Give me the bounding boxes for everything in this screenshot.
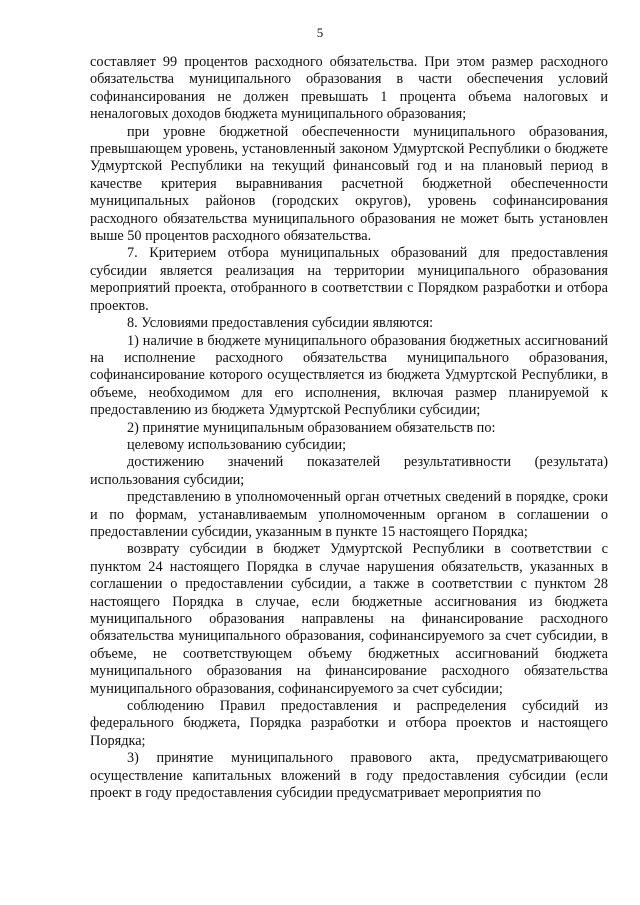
- paragraph-item-7: 7. Критерием отбора муниципальных образований для предоставления субсидии является реализация на территории муниципального образования мероприятий проекта, отобранного в соответствии с Порядком разработки и отбора проектов.: [90, 245, 608, 314]
- paragraph-continuation: составляет 99 процентов расходного обязательства. При этом размер расходного обязательства муниципального образования в части обеспечения условий софинансирования не должен превышать 1 процента объема налоговых и неналоговых доходов бюджета муниципального образования;: [90, 54, 608, 123]
- paragraph-compliance: соблюдению Правил предоставления и распределения субсидий из федерального бюджета, Порядка разработки и отбора проектов и настоящего Порядка;: [90, 698, 608, 749]
- paragraph-refund: возврату субсидии в бюджет Удмуртской Республики в соответствии с пунктом 24 настоящего Порядка в случае нарушения обязательств, указанных в соглашении о предоставлении субсидии, а также в соответствии с пунктом 28 настоящего Порядка в случае, если бюджетные ассигнования из бюджета муниципального образования направлены на финансирование расходного обязательства муниципального образования, софинансируемого за счет субсидии, в объеме, не соответствующем объему бюджетных ассигнований бюджета муниципального образования на финансирование расходного обязательства муниципального образования, софинансируемого за счет субсидии;: [90, 541, 608, 697]
- paragraph-condition-1: 1) наличие в бюджете муниципального образования бюджетных ассигнований на исполнение расходного обязательства муниципального образования, софинансирование которого осуществляется из бюджета Удмуртской Республики, в объеме, необходимом для его исполнения, включая размер планируемой к предоставлению из бюджета Удмуртской Республики субсидии;: [90, 332, 608, 419]
- paragraph-item-8: 8. Условиями предоставления субсидии являются:: [127, 315, 434, 332]
- paragraph-budget-level: при уровне бюджетной обеспеченности муниципального образования, превышающем уровень, установленный законом Удмуртской Республики о бюджете Удмуртской Республики на текущий финансовый год и на плановый период в качестве критерия выравнивания расчетной бюджетной обеспеченности муниципальных районов (городских округов), уровень софинансирования расходного обязательства муниципального образования не может быть установлен выше 50 процентов расходного обязательства.: [90, 123, 608, 245]
- paragraph-condition-3: 3) принятие муниципального правового акта, предусматривающего осуществление капитальных вложений в году предоставления субсидии (если проект в году предоставления субсидии предусматривает мероприятия по: [90, 750, 608, 802]
- paragraph-indicators: достижению значений показателей результативности (результата) использования субсидии;: [90, 454, 608, 488]
- paragraph-reporting: представлению в уполномоченный орган отчетных сведений в порядке, сроки и по формам, устанавливаемым уполномоченным органом в соглашении о предоставлении субсидии, указанным в пункте 15 настоящего Порядка;: [90, 489, 608, 540]
- document-body: [90, 54, 608, 802]
- page-number: 5: [316, 25, 324, 40]
- paragraph-condition-2: 2) принятие муниципальным образованием обязательств по:: [127, 419, 496, 436]
- paragraph-target-use: целевому использованию субсидии;: [127, 436, 347, 453]
